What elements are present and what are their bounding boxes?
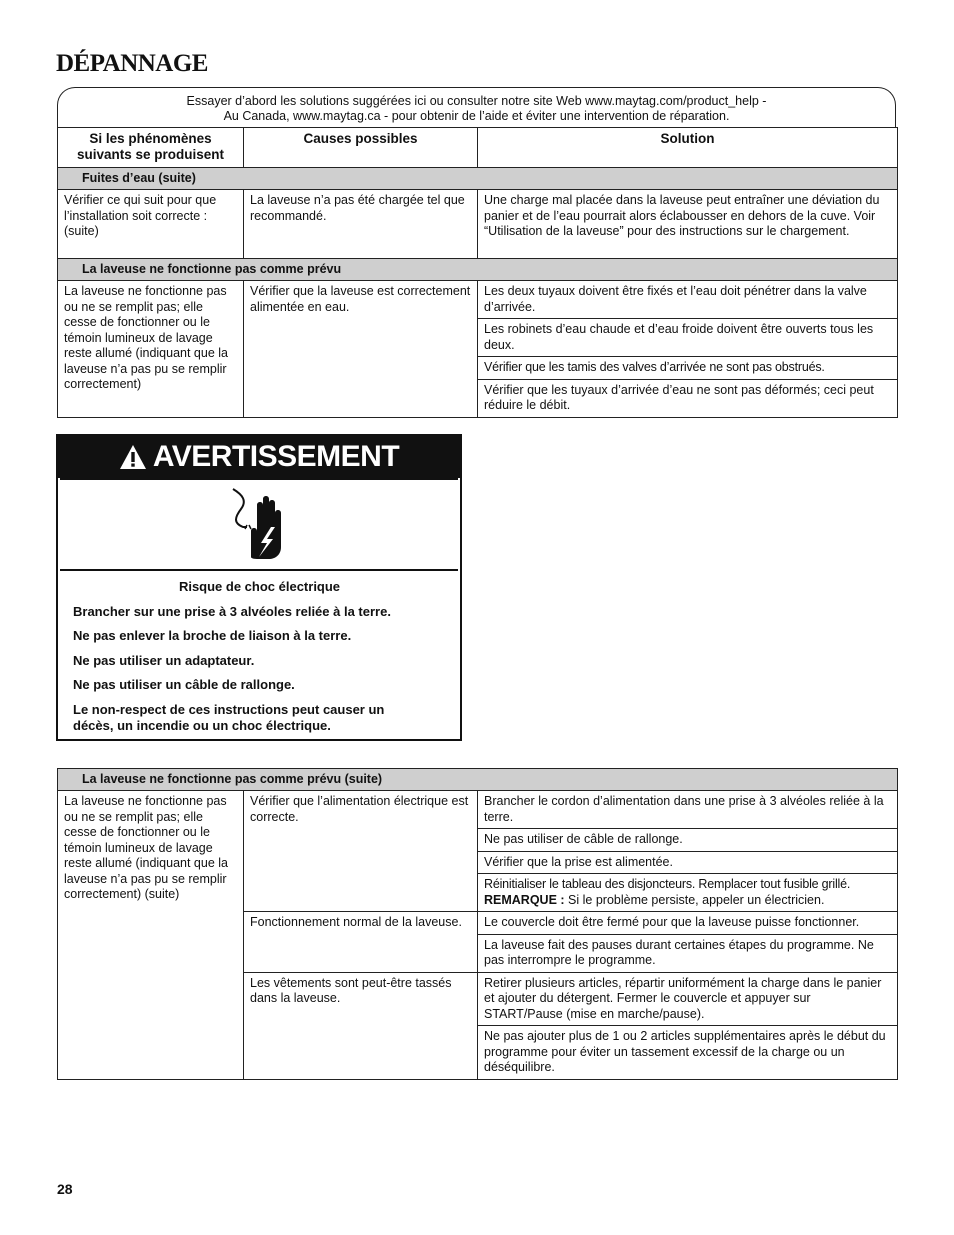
warning-text xyxy=(58,571,460,735)
table-row xyxy=(58,190,898,259)
warning-consequence: Le non-respect de ces instructions peut causer un décès, un incendie ou un choc électrique. xyxy=(73,701,385,733)
solution-cell: Une charge mal placée dans la laveuse peut entraîner une déviation du panier et de l’eau pourrait alors éclabousser en dehors de la cuve. Voir “Utilisation de la laveuse” pour des instructions sur le chargement. xyxy=(478,190,898,259)
page-number: 28 xyxy=(57,1181,73,1197)
symptom-cell: La laveuse ne fonctionne pas ou ne se remplit pas; elle cesse de fonctionner ou le témoin lumineux de lavage reste allumé (indiquant que la laveuse n’a pas pu se remplir correctement) (suite) xyxy=(58,791,244,1080)
page-title: DÉPANNAGE xyxy=(56,50,208,77)
troubleshooting-table-2 xyxy=(57,768,898,1080)
section-title-not-working-continued: La laveuse ne fonctionne pas comme prévu (suite) xyxy=(58,769,898,791)
solution-cell xyxy=(478,874,898,912)
section-header-row xyxy=(58,168,898,190)
solution-cell: Ne pas utiliser de câble de rallonge. xyxy=(478,829,898,852)
section-title-not-working: La laveuse ne fonctionne pas comme prévu xyxy=(58,259,898,281)
solution-cell: Le couvercle doit être fermé pour que la laveuse puisse fonctionner. xyxy=(478,912,898,935)
table-header-row xyxy=(58,128,898,168)
solution-text: Réinitialiser le tableau des disjoncteurs. Remplacer tout fusible grillé. xyxy=(484,877,851,891)
cause-cell: Fonctionnement normal de la laveuse. xyxy=(244,912,478,973)
solution-cell: La laveuse fait des pauses durant certaines étapes du programme. Ne pas interrompre le programme. xyxy=(478,934,898,972)
cause-cell: Les vêtements sont peut-être tassés dans la laveuse. xyxy=(244,972,478,1079)
warning-icon-box xyxy=(60,478,458,571)
warning-risk: Risque de choc électrique xyxy=(178,579,341,594)
warning-triangle-icon xyxy=(119,444,147,470)
column-header-causes: Causes possibles xyxy=(244,128,478,168)
table-row xyxy=(58,791,898,829)
cause-cell: Vérifier que l’alimentation électrique est correcte. xyxy=(244,791,478,912)
troubleshooting-table-1 xyxy=(57,127,898,418)
cause-cell: La laveuse n’a pas été chargée tel que recommandé. xyxy=(244,190,478,259)
warning-title: AVERTISSEMENT xyxy=(152,440,400,473)
solution-cell: Les deux tuyaux doivent être fixés et l’eau doit pénétrer dans la valve d’arrivée. xyxy=(478,281,898,319)
symptom-cell: Vérifier ce qui suit pour que l’installation soit correcte : (suite) xyxy=(58,190,244,259)
table-row xyxy=(58,281,898,319)
solution-cell: Ne pas ajouter plus de 1 ou 2 articles supplémentaires après le début du programme pour éviter un tassement excessif de la charge ou un déséquilibre. xyxy=(478,1026,898,1080)
intro-line-2: Au Canada, www.maytag.ca - pour obtenir de l’aide et éviter une intervention de réparation. xyxy=(223,109,730,123)
warning-line: Ne pas utiliser un câble de rallonge. xyxy=(73,677,295,692)
warning-box xyxy=(56,434,462,741)
section-header-row xyxy=(58,769,898,791)
note-text: Si le problème persiste, appeler un électricien. xyxy=(564,892,825,907)
warning-line: Ne pas utiliser un adaptateur. xyxy=(73,652,255,668)
warning-line: Brancher sur une prise à 3 alvéoles reliée à la terre. xyxy=(73,603,391,619)
solution-cell: Brancher le cordon d’alimentation dans une prise à 3 alvéoles reliée à la terre. xyxy=(478,791,898,829)
solution-cell: Vérifier que les tamis des valves d’arrivée ne sont pas obstrués. xyxy=(478,357,898,380)
cause-cell: Vérifier que la laveuse est correctement alimentée en eau. xyxy=(244,281,478,418)
solution-cell: Vérifier que les tuyaux d’arrivée d’eau ne sont pas déformés; ceci peut réduire le débit. xyxy=(478,379,898,417)
solution-cell: Les robinets d’eau chaude et d’eau froide doivent être ouverts tous les deux. xyxy=(478,319,898,357)
column-header-solution: Solution xyxy=(478,128,898,168)
note-label: REMARQUE : xyxy=(484,892,565,907)
section-title-water-leaks: Fuites d’eau (suite) xyxy=(58,168,898,190)
intro-banner xyxy=(57,87,896,127)
solution-cell: Retirer plusieurs articles, répartir uniformément la charge dans le panier et ajouter du détergent. Fermer le couvercle et appuyer sur START/Pause (mise en marche/pause). xyxy=(478,972,898,1026)
warning-header xyxy=(58,436,460,478)
electric-shock-hand-icon xyxy=(227,487,291,563)
solution-cell: Vérifier que la prise est alimentée. xyxy=(478,851,898,874)
warning-line: Ne pas enlever la broche de liaison à la terre. xyxy=(73,628,352,643)
section-header-row xyxy=(58,259,898,281)
intro-line-1: Essayer d’abord les solutions suggérées ici ou consulter notre site Web www.maytag.com/product_help - xyxy=(186,94,767,108)
column-header-symptom: Si les phénomènes suivants se produisent xyxy=(58,128,244,168)
symptom-cell: La laveuse ne fonctionne pas ou ne se remplit pas; elle cesse de fonctionner ou le témoin lumineux de lavage reste allumé (indiquant que la laveuse n’a pas pu se remplir correctement) xyxy=(58,281,244,418)
